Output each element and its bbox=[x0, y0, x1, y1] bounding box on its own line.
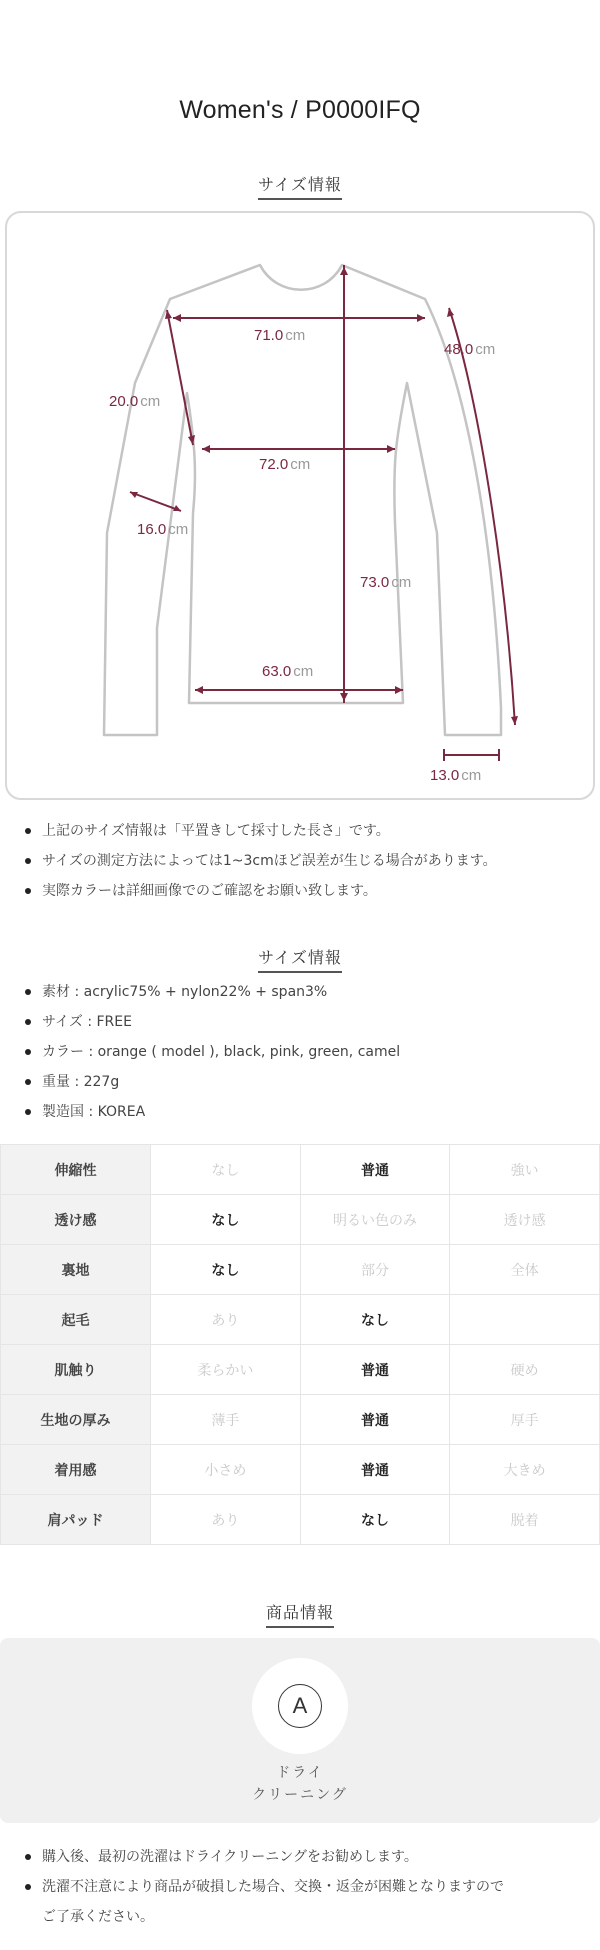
feel-option: 強い bbox=[450, 1145, 600, 1195]
feel-option: 全体 bbox=[450, 1245, 600, 1295]
feel-option: 普通 bbox=[300, 1145, 450, 1195]
feel-option: あり bbox=[151, 1495, 301, 1545]
spec-material: 素材 : acrylic75% + nylon22% + span3% bbox=[20, 977, 590, 1007]
care-note-cont: ご了承ください。 bbox=[42, 1909, 154, 1925]
product-info-title: 商品情報 bbox=[266, 1600, 334, 1628]
armhole-line bbox=[167, 310, 193, 445]
spec-color: カラー : orange ( model ), black, pink, green, camel bbox=[20, 1037, 590, 1067]
size-notes bbox=[20, 816, 590, 906]
feel-row-label: 伸縮性 bbox=[1, 1145, 151, 1195]
size-diagram bbox=[5, 211, 595, 800]
feel-row-label: 起毛 bbox=[1, 1295, 151, 1345]
size-info-title: サイズ情報 bbox=[258, 172, 342, 200]
length-measurement: 73.0 cm bbox=[360, 574, 412, 591]
spec-heading bbox=[0, 945, 600, 973]
size-note: 上記のサイズ情報は「平置きして採寸した長さ」です。 bbox=[20, 816, 590, 846]
care-label-line1: ドライ bbox=[276, 1765, 324, 1781]
care-label-line2: クリーニング bbox=[252, 1787, 348, 1803]
feel-option: 普通 bbox=[300, 1445, 450, 1495]
cuff-measurement: 13.0 cm bbox=[430, 767, 482, 784]
feel-option: なし bbox=[151, 1145, 301, 1195]
feel-option: 厚手 bbox=[450, 1395, 600, 1445]
feel-option: 透け感 bbox=[450, 1195, 600, 1245]
care-icon-circle bbox=[252, 1658, 348, 1754]
armhole-measurement: 20.0 cm bbox=[109, 393, 161, 410]
spec-title: サイズ情報 bbox=[258, 945, 342, 973]
feel-row-label: 裏地 bbox=[1, 1245, 151, 1295]
garment-diagram bbox=[7, 213, 597, 802]
feel-option: あり bbox=[151, 1295, 301, 1345]
feel-option: なし bbox=[151, 1195, 301, 1245]
size-note: 実際カラーは詳細画像でのご確認をお願い致します。 bbox=[20, 876, 590, 906]
feel-option: なし bbox=[300, 1495, 450, 1545]
fabric-feel-table bbox=[0, 1144, 600, 1545]
care-note: 購入後、最初の洗濯はドライクリーニングをお勧めします。 bbox=[20, 1842, 590, 1872]
spec-weight: 重量 : 227g bbox=[20, 1067, 590, 1097]
feel-option: なし bbox=[300, 1295, 450, 1345]
shoulder-measurement: 71.0 cm bbox=[254, 327, 306, 344]
feel-option: 脱着 bbox=[450, 1495, 600, 1545]
feel-option: 普通 bbox=[300, 1345, 450, 1395]
feel-option: 部分 bbox=[300, 1245, 450, 1295]
feel-option: 大きめ bbox=[450, 1445, 600, 1495]
care-note: 洗濯不注意により商品が破損した場合、交換・返金が困難となりますので bbox=[20, 1872, 590, 1902]
feel-row-label: 着用感 bbox=[1, 1445, 151, 1495]
feel-row bbox=[1, 1395, 600, 1445]
feel-row bbox=[1, 1195, 600, 1245]
feel-row-label: 透け感 bbox=[1, 1195, 151, 1245]
feel-row-label: 肩パッド bbox=[1, 1495, 151, 1545]
size-note: サイズの測定方法によっては1~3cmほど誤差が生じる場合があります。 bbox=[20, 846, 590, 876]
size-info-heading bbox=[0, 172, 600, 200]
feel-row bbox=[1, 1495, 600, 1545]
dry-clean-icon: A bbox=[278, 1684, 322, 1728]
chest-measurement: 72.0 cm bbox=[259, 456, 311, 473]
spec-list bbox=[20, 977, 590, 1127]
feel-option: 小さめ bbox=[151, 1445, 301, 1495]
feel-option bbox=[450, 1295, 600, 1345]
feel-row bbox=[1, 1145, 600, 1195]
sleeve-line bbox=[449, 308, 515, 725]
feel-option: 明るい色のみ bbox=[300, 1195, 450, 1245]
feel-row bbox=[1, 1245, 600, 1295]
feel-row bbox=[1, 1445, 600, 1495]
feel-row bbox=[1, 1295, 600, 1345]
spec-size: サイズ : FREE bbox=[20, 1007, 590, 1037]
feel-row bbox=[1, 1345, 600, 1395]
product-info-heading bbox=[0, 1600, 600, 1628]
feel-row-label: 生地の厚み bbox=[1, 1395, 151, 1445]
feel-option: 薄手 bbox=[151, 1395, 301, 1445]
spec-origin: 製造国 : KOREA bbox=[20, 1097, 590, 1127]
hem-measurement: 63.0 cm bbox=[262, 663, 314, 680]
care-notes bbox=[20, 1842, 590, 1932]
feel-option: 硬め bbox=[450, 1345, 600, 1395]
feel-option: なし bbox=[151, 1245, 301, 1295]
sleeve-measurement: 48.0 cm bbox=[444, 341, 496, 358]
feel-row-label: 肌触り bbox=[1, 1345, 151, 1395]
feel-option: 柔らかい bbox=[151, 1345, 301, 1395]
sleeve-width-measurement: 16.0 cm bbox=[137, 521, 189, 538]
feel-option: 普通 bbox=[300, 1395, 450, 1445]
page-title: Women's / P0000IFQ bbox=[179, 96, 421, 124]
care-label bbox=[0, 1762, 600, 1806]
care-panel bbox=[0, 1638, 600, 1823]
